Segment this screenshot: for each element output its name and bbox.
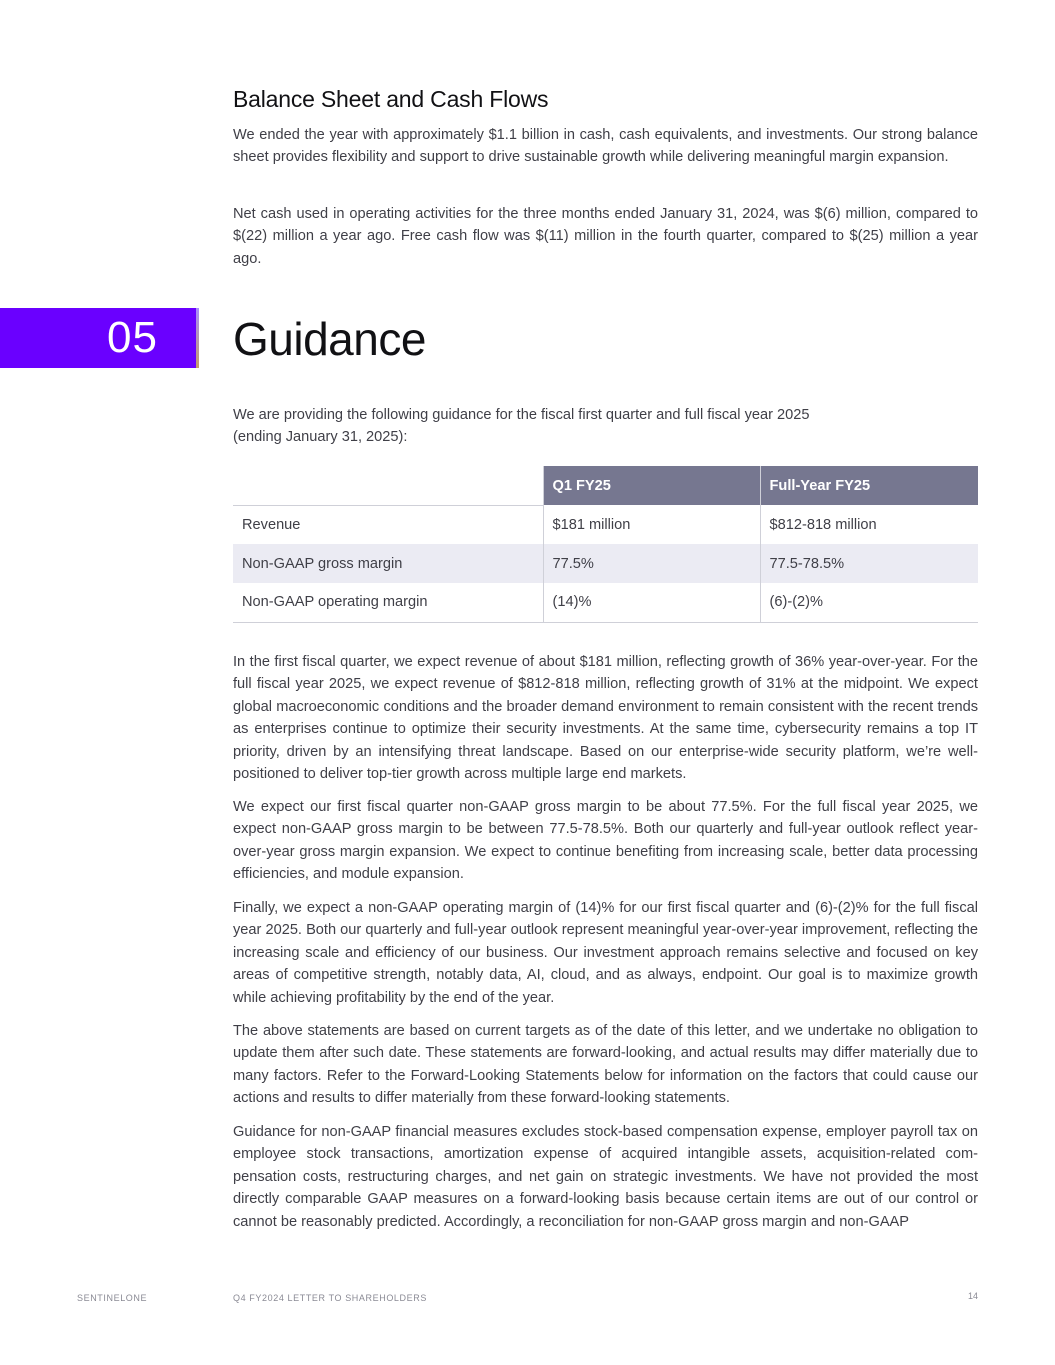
guidance-intro-line-1: We are providing the following guidance for the fiscal first quarter and full fiscal year 2025 xyxy=(233,407,810,423)
footer-page-number: 14 xyxy=(968,1291,979,1301)
table-row xyxy=(233,505,978,544)
table-cell-metric: Non-GAAP gross margin xyxy=(233,544,543,583)
table-cell-full-year: (6)-(2)% xyxy=(760,583,978,622)
guidance-table-header-row xyxy=(233,466,978,505)
section-bar-edge xyxy=(196,308,199,368)
table-cell-metric: Non-GAAP operating margin xyxy=(233,583,543,622)
section-number xyxy=(0,308,196,368)
table-cell-q1: 77.5% xyxy=(543,544,760,583)
table-cell-full-year: $812-818 million xyxy=(760,505,978,544)
table-header-q1: Q1 FY25 xyxy=(543,466,760,505)
table-cell-q1: $181 million xyxy=(543,505,760,544)
table-cell-q1: (14)% xyxy=(543,583,760,622)
balance-sheet-paragraph-1: We ended the year with approximately $1.1 billion in cash, cash equivalents, and investments. Our strong balance sheet provides flexibility and support to drive sustainable growth while delivering meaningful margin expansion. xyxy=(233,127,978,166)
guidance-paragraph-1: In the first fiscal quarter, we expect revenue of about $181 million, reflecting growth of 36% year-over-year. For the full fiscal year 2025, we expect revenue of $812-818 million, reflecting growth of 31% at the midpoint. We expect global macroeconomic conditions and the broader demand environment to remain consistent with the recent trends as enterprises continue to optimize their security investments. At the same time, cybersecurity remains a top IT priority, driven by an intensifying threat landscape. Based on our enterprise-wide security platform, we’re well-positioned to deliver top-tier growth across multiple large end markets. xyxy=(233,654,978,783)
section-number-text: 05 xyxy=(107,313,158,362)
guidance-table xyxy=(233,466,978,623)
table-row xyxy=(233,583,978,622)
table-header-blank xyxy=(233,466,543,505)
footer-document-title: Q4 FY2024 LETTER TO SHAREHOLDERS xyxy=(233,1293,427,1303)
guidance-paragraph-3: Finally, we expect a non-GAAP operating margin of (14)% for our first fiscal quarter and (6)-(2)% for the full fiscal year 2025. Both our quarterly and full-year outlook represent meaningful year-over-year improvement, reflecting the increasing scale and efficiency of our business. Our investment approach remains selective and focused on key areas of competitive strength, notably data, AI, cloud, and as always, endpoint. Our goal is to maximize growth while achieving profitability by the end of the year. xyxy=(233,900,978,1006)
guidance-intro-line-2: (ending January 31, 2025): xyxy=(233,429,408,446)
table-cell-metric: Revenue xyxy=(242,516,301,533)
guidance-paragraph-4: The above statements are based on current targets as of the date of this letter, and we undertake no obligation to update them after such date. These statements are forward-looking, and actual results may differ materially due to many factors. Refer to the Forward-Looking Statements below for information on the factors that could cause our actions and results to differ materially from these forward-looking statements. xyxy=(233,1023,978,1107)
table-header-full-year: Full-Year FY25 xyxy=(760,466,978,505)
guidance-paragraph-5: Guidance for non-GAAP financial measures excludes stock-based compensation expense, employer payroll tax on employee stock transactions, amortization expense of acquired intangible assets, acquisition-related com-pensation costs, restructuring charges, and net gain on strategic investments. We have not provided the most directly comparable GAAP measures on a forward-looking basis because certain items are out of our control or cannot be reasonably predicted. Accordingly, a reconciliation for non-GAAP gross margin and non-GAAP xyxy=(233,1124,978,1230)
guidance-intro xyxy=(233,404,978,449)
guidance-paragraph-2: We expect our first fiscal quarter non-GAAP gross margin to be about 77.5%. For the full fiscal year 2025, we expect non-GAAP gross margin to be between 77.5-78.5%. Both our quarterly and full-year outlook reflect year-over-year gross margin expansion. We expect to continue benefiting from increasing scale, better data processing efficiencies, and module expansion. xyxy=(233,799,978,883)
table-row xyxy=(233,544,978,583)
balance-sheet-paragraph-2: Net cash used in operating activities for the three months ended January 31, 2024, was $(6) million, compared to $(22) million a year ago. Free cash flow was $(11) million in the fourth quarter, compared to $(25) million a year ago. xyxy=(233,206,978,267)
section-heading-balance-sheet: Balance Sheet and Cash Flows xyxy=(233,86,549,112)
footer-brand: SENTINELONE xyxy=(77,1293,148,1303)
section-title-guidance: Guidance xyxy=(233,313,426,365)
table-cell-full-year: 77.5-78.5% xyxy=(760,544,978,583)
